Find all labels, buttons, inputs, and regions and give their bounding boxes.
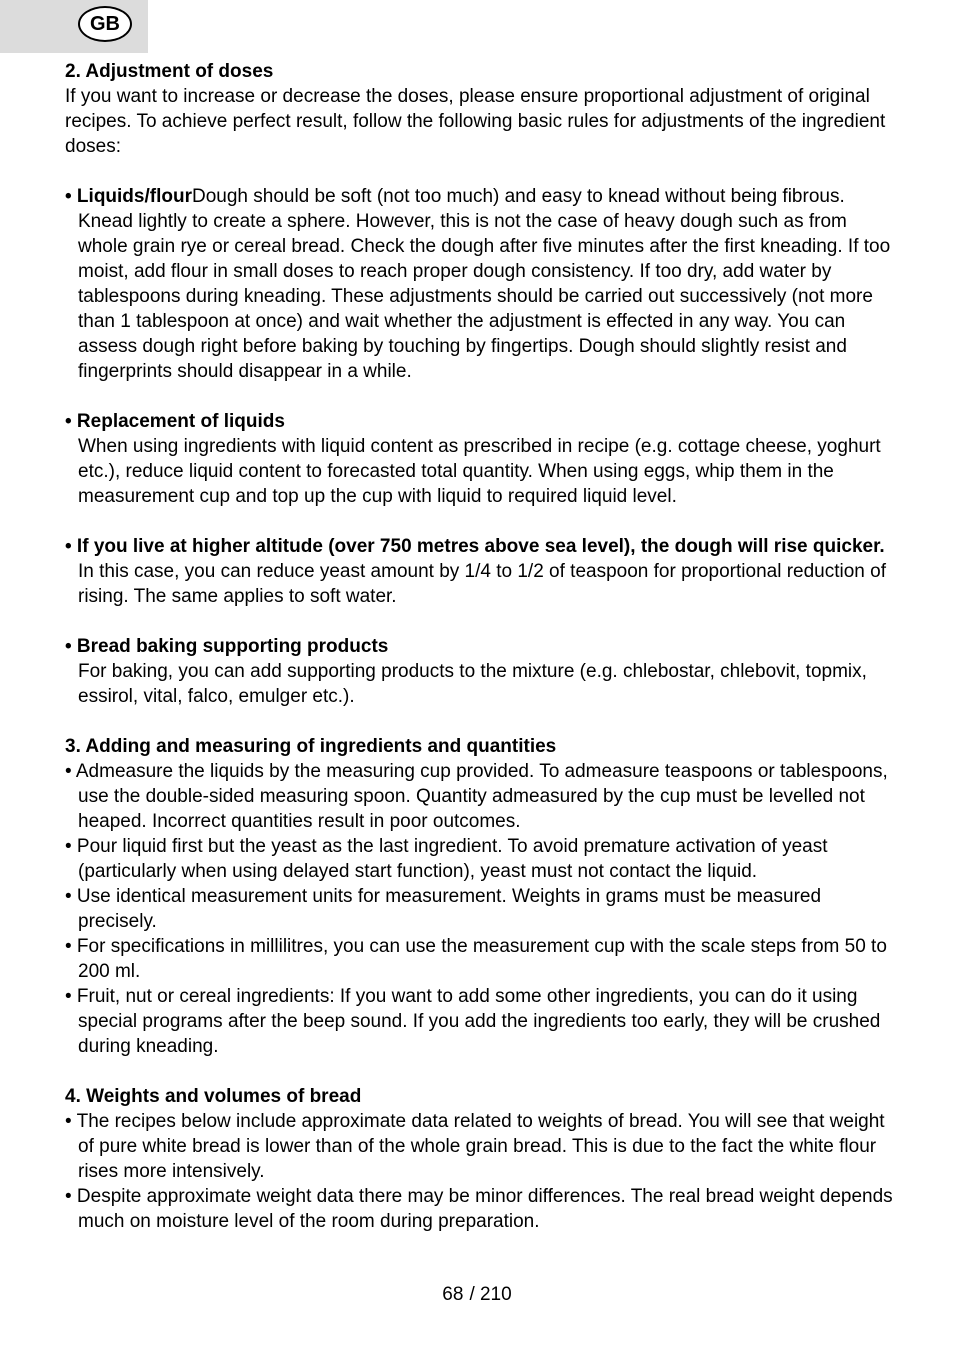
page-content	[65, 59, 895, 1234]
replacement-liquids-text: When using ingredients with liquid content as prescribed in recipe (e.g. cottage cheese, yoghurt etc.), reduce liquid content to forecasted total quantity. When using eggs, whip them in the measurement cup and top up the cup with liquid to required liquid level.	[78, 436, 881, 507]
section-2-intro: If you want to increase or decrease the doses, please ensure proportional adjustment of original recipes. To achieve perfect result, follow the following basic rules for adjustments of the ingredient doses:	[65, 86, 886, 157]
language-badge: GB	[78, 6, 132, 42]
section-2-title: 2. Adjustment of doses	[65, 61, 274, 82]
replacement-liquids-heading: • Replacement of liquids	[65, 411, 285, 432]
list-item: • For specifications in millilitres, you can use the measurement cup with the scale steps from 50 to 200 ml.	[65, 936, 887, 982]
altitude-label: • If you live at higher altitude (over 750 metres above sea level), the dough will rise quicker.	[65, 536, 885, 557]
section-3-title: 3. Adding and measuring of ingredients and quantities	[65, 736, 557, 757]
altitude-paragraph	[65, 534, 895, 609]
total-pages: / 210	[469, 1284, 512, 1305]
liquids-flour-label: • Liquids/flour	[65, 186, 192, 207]
list-item: • Fruit, nut or cereal ingredients: If you want to add some other ingredients, you can do it using special programs after the beep sound. If you add the ingredients too early, they will be crushed during kneading.	[65, 986, 881, 1057]
current-page: 68	[442, 1284, 464, 1305]
liquids-flour-paragraph	[65, 184, 895, 384]
language-tab	[0, 0, 148, 53]
baking-products-text: For baking, you can add supporting products to the mixture (e.g. chlebostar, chlebovit, topmix, essirol, vital, falco, emulger etc.).	[78, 661, 867, 707]
section-4-title: 4. Weights and volumes of bread	[65, 1086, 362, 1107]
list-item: • Pour liquid first but the yeast as the last ingredient. To avoid premature activation of yeast (particularly when using delayed start function), yeast must not contact the liquid.	[65, 836, 828, 882]
liquids-flour-text: Dough should be soft (not too much) and easy to knead without being fibrous. Knead lightly to create a sphere. However, this is not the case of heavy dough such as from whole grain rye or cereal bread. Check the dough after five minutes after the first kneading. If too moist, add flour in small doses to reach proper dough consistency. If too dry, add water by tablespoons during kneading. These adjustments should be carried out successively (not more than 1 tablespoon at once) and wait whether the adjustment is effected in any way. You can assess dough right before baking by touching by fingertips. Dough should slightly resist and fingerprints should disappear in a while.	[78, 186, 891, 382]
page-number	[0, 1282, 954, 1307]
list-item: • Admeasure the liquids by the measuring cup provided. To admeasure teaspoons or tablespoons, use the double-sided measuring spoon. Quantity admeasured by the cup must be levelled not heaped. Incorrect quantities result in poor outcomes.	[65, 761, 888, 832]
list-item: • Despite approximate weight data there may be minor differences. The real bread weight depends much on moisture level of the room during preparation.	[65, 1186, 893, 1232]
list-item: • The recipes below include approximate data related to weights of bread. You will see that weight of pure white bread is lower than of the whole grain bread. This is due to the fact the white flour rises more intensively.	[65, 1111, 885, 1182]
baking-products-heading: • Bread baking supporting products	[65, 636, 389, 657]
list-item: • Use identical measurement units for measurement. Weights in grams must be measured precisely.	[65, 886, 822, 932]
altitude-text: In this case, you can reduce yeast amount by 1/4 to 1/2 of teaspoon for proportional reduction of rising. The same applies to soft water.	[78, 561, 887, 607]
